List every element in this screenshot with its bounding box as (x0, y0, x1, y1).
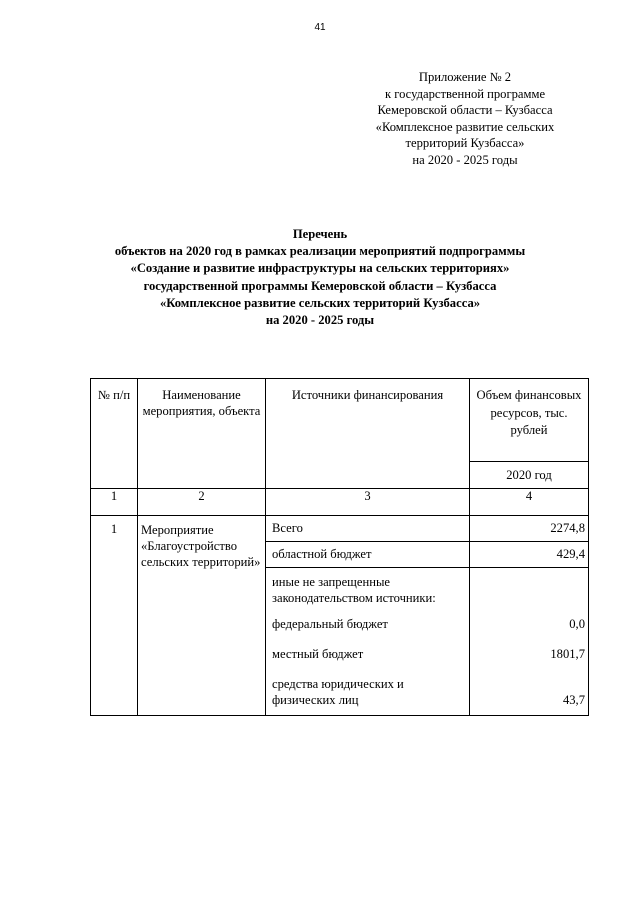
financing-table (90, 378, 589, 716)
title-line: «Создание и развитие инфраструктуры на сельских территориях» (130, 261, 510, 276)
appendix-line: территорий Кузбасса» (405, 136, 525, 151)
header-volume: Объем финансовых ресурсов, тыс. рублей (470, 379, 589, 462)
header-name: Наименование мероприятия, объекта (138, 379, 266, 489)
appendix-line: Кемеровской области – Кузбасса (377, 103, 553, 118)
value-total: 2274,8 (470, 516, 589, 542)
row-activity-name: Мероприятие «Благоустройство сельских территорий» (138, 516, 266, 716)
document-title (40, 226, 600, 329)
column-number: 1 (91, 489, 138, 516)
value-entities: 43,7 (562, 693, 585, 707)
source-total: Всего (266, 516, 470, 542)
source-local: местный бюджет (272, 647, 364, 661)
title-line: государственной программы Кемеровской области – Кузбасса (143, 278, 497, 293)
appendix-header (330, 69, 600, 169)
header-sources: Источники финансирования (266, 379, 470, 489)
source-regional: областной бюджет (266, 542, 470, 568)
source-other-group (266, 568, 470, 716)
source-other: иные не запрещенные законодательством источники: (272, 575, 436, 605)
column-number: 2 (138, 489, 266, 516)
value-federal: 0,0 (569, 617, 585, 631)
column-number: 3 (266, 489, 470, 516)
title-line: объектов на 2020 год в рамках реализации мероприятий подпрограммы (114, 244, 526, 259)
table-row (91, 516, 589, 542)
column-number-row (91, 489, 589, 516)
value-regional: 429,4 (470, 542, 589, 568)
table-header-row (91, 379, 589, 462)
appendix-line: на 2020 - 2025 годы (412, 152, 518, 167)
source-federal: федеральный бюджет (272, 617, 388, 631)
title-line: на 2020 - 2025 годы (265, 313, 375, 328)
page-number: 41 (314, 22, 326, 33)
row-number: 1 (91, 516, 138, 716)
value-other-group (470, 568, 589, 716)
title-line: «Комплексное развитие сельских территорий Кузбасса» (159, 295, 481, 310)
title-line: Перечень (292, 227, 348, 241)
value-local: 1801,7 (550, 647, 585, 661)
appendix-line: «Комплексное развитие сельских (375, 119, 555, 134)
source-entities: средства юридических и физических лиц (272, 677, 404, 707)
column-number: 4 (470, 489, 589, 516)
header-year: 2020 год (470, 462, 589, 489)
appendix-line: Приложение № 2 (418, 70, 512, 84)
appendix-line: к государственной программе (384, 86, 546, 101)
header-num: № п/п (91, 379, 138, 489)
